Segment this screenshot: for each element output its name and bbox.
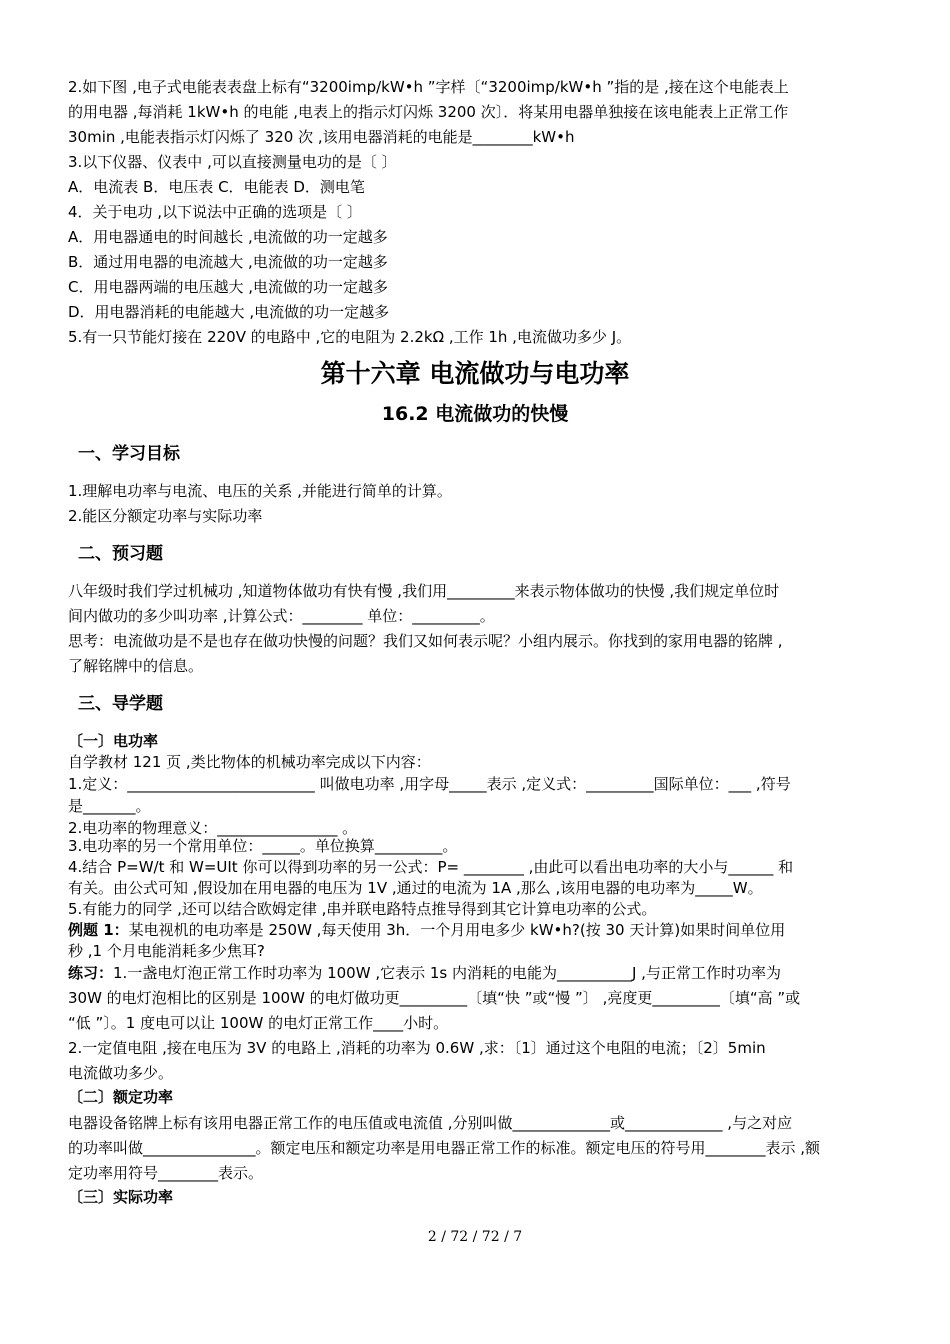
preview-line-4: 了解铭牌中的信息。: [68, 657, 204, 675]
guide-line-meaning: 2.电功率的物理意义：________________ 。: [68, 819, 358, 837]
goal-2: 2.能区分额定功率与实际功率: [68, 507, 263, 525]
chapter-title: 第十六章 电流做功与电功率: [320, 359, 630, 388]
question-3: 3.以下仪器、仪表中 ,可以直接测量电功的是〔 〕: [68, 153, 397, 171]
question-3-options: A．电流表 B．电压表 C．电能表 D．测电笔: [68, 178, 365, 196]
subsection-actual-heading: 〔三〕实际功率: [68, 1188, 174, 1206]
question-2-line-1: 2.如下图 ,电子式电能表表盘上标有“3200imp/kW•h ”字样〔“3200imp/kW•h ”指的是 ,接在这个电能表上: [68, 78, 789, 96]
preview-line-1: 八年级时我们学过机械功 ,知道物体做功有快有慢 ,我们用_________来表示物体做功的快慢 ,我们规定单位时: [68, 582, 780, 600]
subsection-rated-heading: 〔二〕额定功率: [68, 1088, 174, 1106]
question-4: 4．关于电功 ,以下说法中正确的选项是〔 〕: [68, 203, 362, 221]
guide-line-intro: 自学教材 121 页 ,类比物体的机械功率完成以下内容：: [68, 753, 431, 771]
rated-line-3: 定功率用符号________表示。: [68, 1164, 264, 1182]
example-1-cont: 秒 ,1 个月电能消耗多少焦耳?: [68, 942, 265, 960]
question-2-line-2: 的用电器 ,每消耗 1kW•h 的电能 ,电表上的指示灯闪烁 3200 次〕．将某用电器单独接在该电能表上正常工作: [68, 103, 789, 121]
guide-line-formula-cont: 有关。由公式可知 ,假设加在用电器的电压为 1V ,通过的电流为 1A ,那么 ,该用电器的电功率为_____W。: [68, 879, 763, 897]
goals-heading: 一、学习目标: [78, 444, 180, 464]
practice-line-5: 电流做功多少。: [68, 1064, 174, 1082]
question-5: 5.有一只节能灯接在 220V 的电路中 ,它的电阻为 2.2kΩ ,工作 1h ,电流做功多少 J。: [68, 328, 632, 346]
guide-line-formula: 4.结合 P=W/t 和 W=UIt 你可以得到功率的另一公式：P= ________ ,由此可以看出电功率的大小与______ 和: [68, 858, 794, 876]
question-4-option-c: C．用电器两端的电压越大 ,电流做的功一定越多: [68, 278, 389, 296]
guide-line-symbol: 是_______。: [68, 797, 151, 815]
guide-line-definition: 1.定义：_________________________ 叫做电功率 ,用字母_____表示 ,定义式：_________国际单位：___ ,符号: [68, 775, 791, 793]
question-4-option-b: B．通过用电器的电流越大 ,电流做的功一定越多: [68, 253, 388, 271]
question-4-option-a: A．用电器通电的时间越长 ,电流做的功一定越多: [68, 228, 388, 246]
question-2-line-3: 30min ,电能表指示灯闪烁了 320 次 ,该用电器消耗的电能是________kW•h: [68, 128, 575, 146]
preview-line-2: 间内做功的多少叫功率 ,计算公式：________ 单位：_________。: [68, 607, 495, 625]
guide-line-unit: 3.电功率的另一个常用单位：_____。单位换算_________。: [68, 837, 458, 855]
practice-1: [68, 963, 888, 983]
practice-text: 1.一盏电灯泡正常工作时功率为 100W ,它表示 1s 内消耗的电能为__________J ,与正常工作时功率为: [113, 964, 781, 982]
example-label: 例题 1：: [68, 921, 129, 939]
practice-line-2: 30W 的电灯泡相比的区别是 100W 的电灯做功更_________〔填“快 ”或“慢 ”〕 ,亮度更_________〔填“高 ”或: [68, 989, 801, 1007]
practice-line-4: 2.一定值电阻 ,接在电压为 3V 的电路上 ,消耗的功率为 0.6W ,求：〔1〕通过这个电阻的电流；〔2〕5min: [68, 1039, 766, 1057]
example-text: 某电视机的电功率是 250W ,每天使用 3h．一个月用电多少 kW•h?(按 30 天计算)如果时间单位用: [128, 921, 786, 939]
rated-line-2: 的功率叫做_______________。额定电压和额定功率是用电器正常工作的标准。额定电压的符号用________表示 ,额: [68, 1139, 821, 1157]
section-title: 16.2 电流做功的快慢: [381, 403, 569, 425]
example-1: [68, 920, 888, 940]
subsection-power-heading: 〔一〕电功率: [68, 732, 159, 750]
practice-line-3: “低 ”〕。1 度电可以让 100W 的电灯正常工作____小时。: [68, 1014, 449, 1032]
preview-line-3: 思考：电流做功是不是也存在做功快慢的问题？我们又如何表示呢？小组内展示。你找到的家用电器的铭牌 ,: [68, 632, 783, 650]
preview-heading: 二、预习题: [78, 544, 163, 564]
goal-1: 1.理解电功率与电流、电压的关系 ,并能进行简单的计算。: [68, 482, 452, 500]
page-number: 2 / 72 / 72 / 7: [427, 1229, 523, 1245]
guide-line-derive: 5.有能力的同学 ,还可以结合欧姆定律 ,串并联电路特点推导得到其它计算电功率的公式。: [68, 900, 657, 918]
guide-heading: 三、导学题: [78, 694, 163, 714]
practice-label: 练习：: [68, 964, 114, 982]
question-4-option-d: D．用电器消耗的电能越大 ,电流做的功一定越多: [68, 303, 390, 321]
rated-line-1: 电器设备铭牌上标有该用电器正常工作的电压值或电流值 ,分别叫做_____________或_____________ ,与之对应: [68, 1114, 793, 1132]
